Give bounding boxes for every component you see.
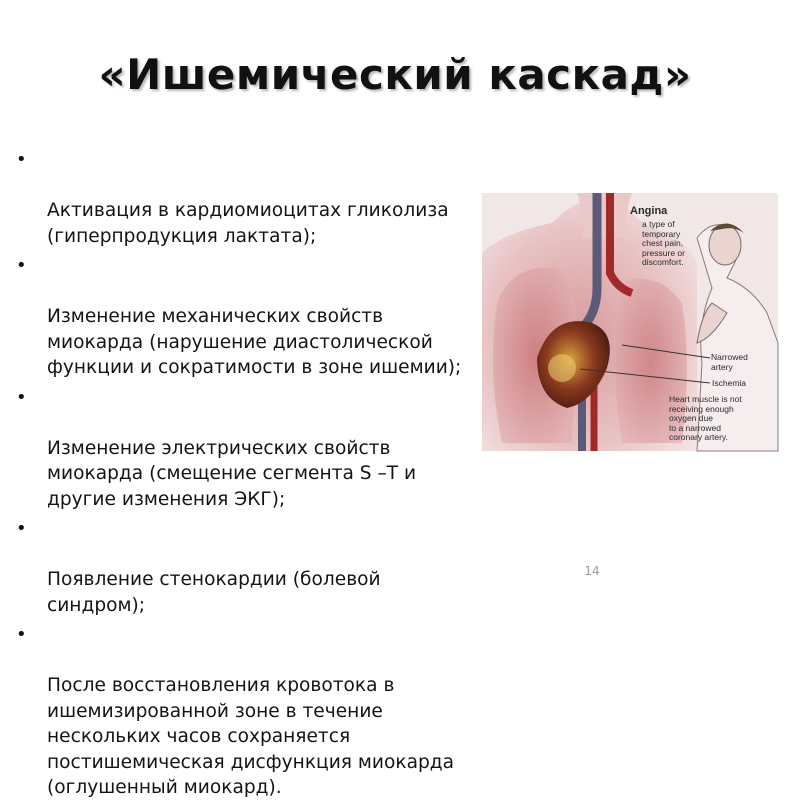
- ischemia-zone-shape: [548, 354, 576, 382]
- bullet-marker: •: [16, 386, 27, 408]
- list-item: [14, 385, 484, 513]
- neck-shape: [577, 193, 632, 238]
- ischemia-label: Ischemia: [712, 378, 747, 388]
- list-item: [14, 622, 484, 801]
- bullet-text: Появление стенокардии (болевой синдром);: [47, 569, 381, 616]
- man-head-shape: [709, 225, 741, 265]
- narrowed-artery-label: Narrowed artery: [711, 352, 748, 372]
- angina-description-label: a type of temporary chest pain, pressure or discomfort.: [642, 219, 685, 267]
- page-number: 14: [584, 564, 600, 578]
- bullet-marker: •: [16, 149, 27, 170]
- bullet-text: Изменение механических свойств миокарда (нарушение диастолической функции и сократимости в зоне ишемии);: [47, 306, 462, 378]
- bullet-text: Активация в кардиомиоцитах гликолиза (гиперпродукция лактата);: [47, 200, 449, 247]
- heart-muscle-label: Heart muscle is not receiving enough oxygen due to a narrowed coronary artery.: [669, 394, 742, 442]
- bullet-list: [14, 147, 484, 805]
- angina-title-label: Angina: [630, 205, 668, 217]
- bullet-marker: •: [16, 518, 27, 539]
- list-item: [14, 253, 484, 381]
- angina-illustration: [482, 193, 778, 451]
- slide-title: «Ишемический каскад»: [98, 50, 692, 99]
- bullet-text: После восстановления кровотока в ишемизированной зоне в течение нескольких часов сохраняется постишемическая дисфункция миокарда (оглушенный миокард).: [47, 675, 455, 798]
- list-item: [14, 516, 484, 618]
- list-item: [14, 147, 484, 249]
- bullet-marker: •: [16, 624, 27, 645]
- bullet-marker: •: [16, 255, 27, 276]
- bullet-text: Изменение электрических свойств миокарда (смещение сегмента S –T и другие изменения ЭКГ);: [47, 437, 417, 510]
